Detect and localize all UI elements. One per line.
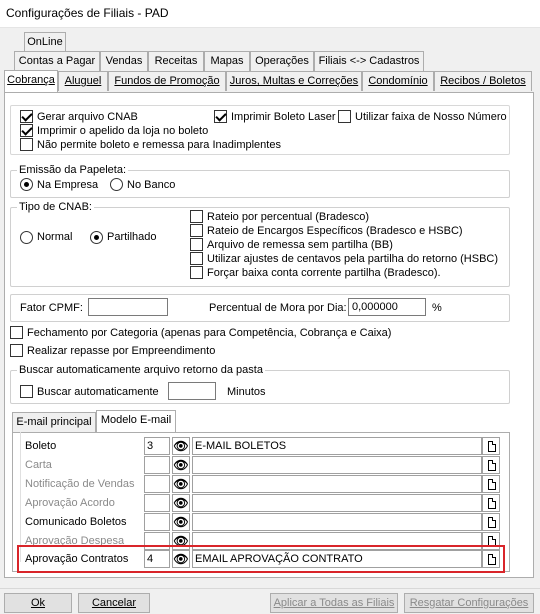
restore-button[interactable]: Resgatar Configurações — [404, 593, 534, 613]
row-boleto-model[interactable]: E-MAIL BOLETOS — [192, 437, 482, 455]
tab-vendas[interactable]: Vendas — [100, 51, 148, 71]
minutos-input[interactable] — [168, 382, 216, 400]
imprimir-boleto-laser-checkbox[interactable] — [214, 110, 227, 123]
repasse-checkbox[interactable] — [10, 344, 23, 357]
row-carta-label: Carta — [25, 459, 52, 471]
faixa-nosso-numero-checkbox[interactable] — [338, 110, 351, 123]
tab-recibos-boletos[interactable]: Recibos / Boletos — [434, 71, 532, 91]
busca-title: Buscar automaticamente arquivo retorno da pasta — [19, 364, 263, 376]
document-icon[interactable] — [482, 437, 500, 455]
rateio-encargos-label: Rateio de Encargos Específicos (Bradesco e HSBC) — [207, 225, 463, 237]
tab-email-principal[interactable]: E-mail principal — [12, 412, 96, 432]
percent-sign: % — [432, 302, 442, 314]
tab-condominio[interactable]: Condomínio — [362, 71, 434, 91]
imprimir-boleto-laser-label: Imprimir Boleto Laser — [231, 111, 336, 123]
faixa-nosso-numero-label: Utilizar faixa de Nosso Número — [355, 111, 507, 123]
row-notificacao-model[interactable] — [192, 475, 482, 493]
rateio-percentual-label: Rateio por percentual (Bradesco) — [207, 211, 370, 223]
document-icon[interactable] — [482, 513, 500, 531]
mora-input[interactable]: 0,000000 — [348, 298, 426, 316]
ok-button[interactable]: Ok — [4, 593, 72, 613]
row-contratos-code[interactable]: 4 — [144, 550, 170, 568]
forcar-baixa-checkbox[interactable] — [190, 266, 203, 279]
tab-operacoes[interactable]: Operações — [250, 51, 314, 71]
row-contratos-label: Aprovação Contratos — [25, 553, 129, 565]
tab-filiais-cadastros[interactable]: Filiais <-> Cadastros — [314, 51, 424, 71]
document-icon[interactable] — [482, 475, 500, 493]
apply-all-button[interactable]: Aplicar a Todas as Filiais — [270, 593, 398, 613]
row-acordo-label: Aprovação Acordo — [25, 497, 115, 509]
partilhado-label: Partilhado — [107, 231, 157, 243]
tab-receitas[interactable]: Receitas — [148, 51, 204, 71]
highlight-box — [17, 545, 505, 573]
na-empresa-label: Na Empresa — [37, 179, 99, 191]
rateio-encargos-checkbox[interactable] — [190, 224, 203, 237]
binoculars-icon[interactable]: 👁 — [173, 552, 189, 566]
footer-divider — [0, 588, 540, 589]
binoculars-icon[interactable]: 👁 — [173, 534, 189, 548]
fechamento-label: Fechamento por Categoria (apenas para Competência, Cobrança e Caixa) — [27, 327, 392, 339]
row-notificacao-code[interactable] — [144, 475, 170, 493]
binoculars-icon[interactable]: 👁 — [173, 515, 189, 529]
cnab-title: Tipo de CNAB: — [19, 201, 92, 213]
forcar-baixa-label: Forçar baixa conta corrente partilha (Bradesco). — [207, 267, 441, 279]
fator-cpmf-label: Fator CPMF: — [20, 302, 83, 314]
tab-juros-multas[interactable]: Juros, Multas e Correções — [226, 71, 362, 91]
gerar-cnab-checkbox[interactable] — [20, 110, 33, 123]
row-comunicado-label: Comunicado Boletos — [25, 516, 127, 528]
binoculars-icon[interactable]: 👁 — [173, 496, 189, 510]
row-comunicado-code[interactable] — [144, 513, 170, 531]
imprimir-apelido-checkbox[interactable] — [20, 124, 33, 137]
row-carta-model[interactable] — [192, 456, 482, 474]
fator-cpmf-input[interactable] — [88, 298, 168, 316]
no-banco-label: No Banco — [127, 179, 176, 191]
mora-label: Percentual de Mora por Dia: — [209, 302, 347, 314]
repasse-label: Realizar repasse por Empreendimento — [27, 345, 216, 357]
normal-radio[interactable] — [20, 231, 33, 244]
document-icon[interactable] — [482, 456, 500, 474]
title-bar — [0, 0, 540, 28]
row-carta-code[interactable] — [144, 456, 170, 474]
row-boleto-code[interactable]: 3 — [144, 437, 170, 455]
row-comunicado-model[interactable] — [192, 513, 482, 531]
row-boleto-label: Boleto — [25, 440, 57, 452]
buscar-auto-label: Buscar automaticamente — [37, 386, 159, 398]
no-banco-radio[interactable] — [110, 178, 123, 191]
buscar-auto-checkbox[interactable] — [20, 385, 33, 398]
gerar-cnab-label: Gerar arquivo CNAB — [37, 111, 138, 123]
window-title: Configurações de Filiais - PAD — [6, 6, 169, 20]
nao-permite-boleto-checkbox[interactable] — [20, 138, 33, 151]
tab-cobranca[interactable]: Cobrança — [4, 70, 58, 92]
ajustes-centavos-checkbox[interactable] — [190, 252, 203, 265]
nao-permite-boleto-label: Não permite boleto e remessa para Inadimplentes — [37, 139, 281, 151]
normal-label: Normal — [37, 231, 73, 243]
binoculars-icon[interactable]: 👁 — [173, 439, 189, 453]
row-acordo-model[interactable] — [192, 494, 482, 512]
rateio-percentual-checkbox[interactable] — [190, 210, 203, 223]
tab-modelo-email[interactable]: Modelo E-mail — [96, 410, 176, 432]
emissao-title: Emissão da Papeleta: — [19, 164, 127, 176]
email-grid-line — [20, 432, 21, 562]
fechamento-checkbox[interactable] — [10, 326, 23, 339]
binoculars-icon[interactable]: 👁 — [173, 477, 189, 491]
minutos-label: Minutos — [227, 386, 266, 398]
binoculars-icon[interactable]: 👁 — [173, 458, 189, 472]
ajustes-centavos-label: Utilizar ajustes de centavos pela partilha do retorno (HSBC) — [207, 253, 499, 265]
imprimir-apelido-label: Imprimir o apelido da loja no boleto — [37, 125, 209, 137]
tab-fundos-promocao[interactable]: Fundos de Promoção — [108, 71, 226, 91]
tab-online[interactable]: OnLine — [24, 32, 66, 52]
row-notificacao-label: Notificação de Vendas — [25, 478, 135, 490]
tab-mapas[interactable]: Mapas — [204, 51, 250, 71]
row-contratos-model[interactable]: EMAIL APROVAÇÃO CONTRATO — [192, 550, 482, 568]
na-empresa-radio[interactable] — [20, 178, 33, 191]
arquivo-remessa-checkbox[interactable] — [190, 238, 203, 251]
row-acordo-code[interactable] — [144, 494, 170, 512]
partilhado-radio[interactable] — [90, 231, 103, 244]
cancel-button[interactable]: Cancelar — [78, 593, 150, 613]
tab-aluguel[interactable]: Aluguel — [58, 71, 108, 91]
arquivo-remessa-label: Arquivo de remessa sem partilha (BB) — [207, 239, 393, 251]
document-icon[interactable] — [482, 494, 500, 512]
row-despesa-label: Aprovação Despesa — [25, 535, 125, 547]
tab-contas-a-pagar[interactable]: Contas a Pagar — [14, 51, 100, 71]
